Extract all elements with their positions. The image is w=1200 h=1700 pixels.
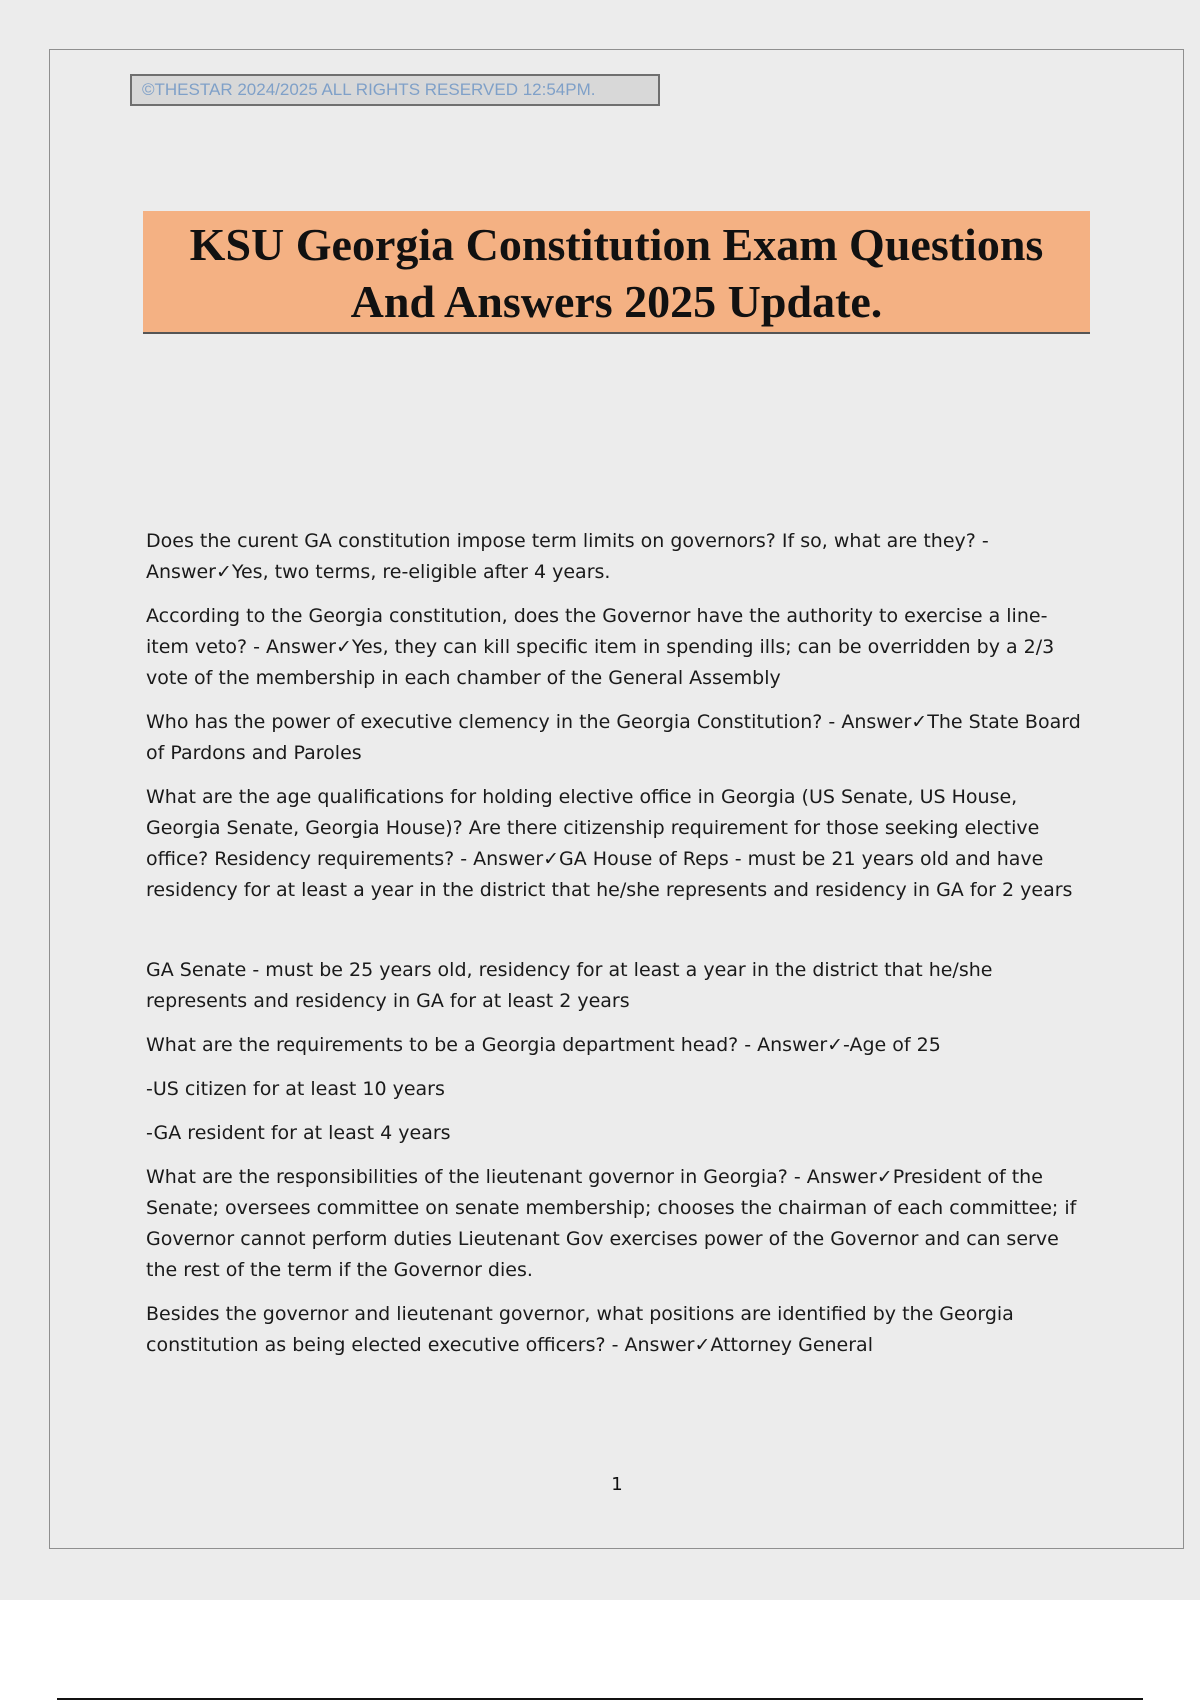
qa-item: -GA resident for at least 4 years — [146, 1122, 451, 1144]
page-number: 1 — [611, 1474, 623, 1495]
qa-content — [146, 526, 1090, 1374]
title-banner — [143, 211, 1090, 334]
qa-item: Besides the governor and lieutenant governor, what positions are identified by the Georgia constitution as being elected executive officers? - Answer✓Attorney General — [146, 1303, 1014, 1356]
qa-item: -US citizen for at least 10 years — [146, 1078, 445, 1100]
qa-item: GA Senate - must be 25 years old, residency for at least a year in the district that he/she represents and residency in GA for at least 2 years — [146, 959, 993, 1012]
qa-item: Who has the power of executive clemency in the Georgia Constitution? - Answer✓The State Board of Pardons and Paroles — [146, 711, 1081, 764]
document-title — [143, 211, 1090, 330]
copyright-watermark: ©THESTAR 2024/2025 ALL RIGHTS RESERVED 12:54PM. — [130, 74, 660, 106]
qa-item: According to the Georgia constitution, does the Governor have the authority to exercise a line-item veto? - Answer✓Yes, they can kill specific item in spending ills; can be overridden by a 2/3 vote of the membership in each chamber of the General Assembly — [146, 605, 1055, 689]
qa-item: What are the requirements to be a Georgia department head? - Answer✓-Age of 25 — [146, 1034, 941, 1056]
qa-item: What are the age qualifications for holding elective office in Georgia (US Senate, US House, Georgia Senate, Georgia House)? Are there citizenship requirement for those seeking elective office? Residency requirements? - Answer✓GA House of Reps - must be 21 years old and have residency for at least a year in the district that he/she represents and residency in GA for 2 years — [146, 786, 1073, 901]
qa-item: What are the responsibilities of the lieutenant governor in Georgia? - Answer✓President of the Senate; oversees committee on senate membership; chooses the chairman of each committee; if Governor cannot perform duties Lieutenant Gov exercises power of the Governor and can serve the rest of the term if the Governor dies. — [146, 1166, 1077, 1281]
qa-item: Does the curent GA constitution impose term limits on governors? If so, what are they? - Answer✓Yes, two terms, re-eligible after 4 years. — [146, 530, 989, 583]
title-line-1: KSU Georgia Constitution Exam Questions — [189, 219, 1044, 270]
title-line-2: And Answers 2025 Update. — [350, 276, 883, 327]
